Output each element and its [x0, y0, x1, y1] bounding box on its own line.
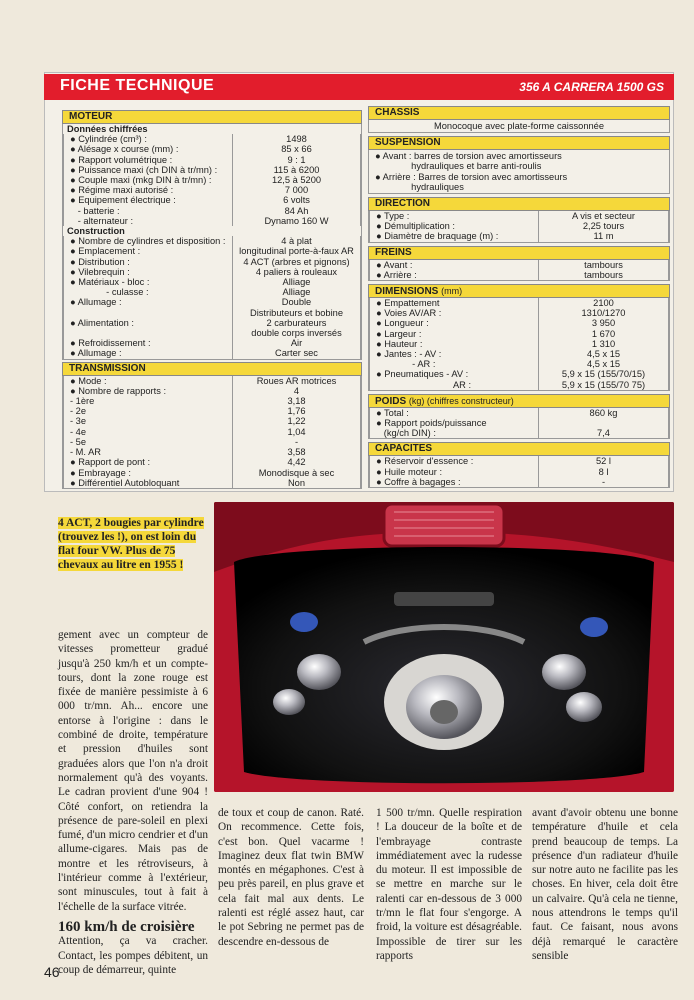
dimensions-label: AR :	[376, 379, 472, 390]
moteur-rows-2	[63, 236, 361, 358]
dimensions-label: ● Empattement	[376, 298, 440, 309]
transmission-value: 4	[232, 386, 360, 396]
poids-unit: (kg) (chiffres constructeur)	[408, 395, 514, 406]
moteur-value: Dynamo 160 W	[232, 216, 360, 226]
poids-value	[538, 418, 668, 428]
banner-model: 356 A CARRERA 1500 GS	[519, 80, 664, 94]
moteur-label: - batterie :	[70, 205, 120, 216]
suspension-line: hydrauliques et barre anti-roulis	[375, 161, 542, 172]
transmission-row	[63, 457, 361, 467]
moteur-value: 7 000	[232, 185, 360, 195]
photo-caption-text: 4 ACT, 2 bougies par cylindre (trouvez les !), on est loin du flat four VW. Plus de 75 chevaux au litre en 1955 !	[58, 517, 204, 571]
transmission-row	[63, 416, 361, 426]
engine-bay-photo	[214, 502, 674, 792]
transmission-row	[63, 437, 361, 447]
capacites-label: ● Réservoir d'essence :	[376, 456, 474, 467]
transmission-value: -	[232, 437, 360, 447]
transmission-label: ● Mode :	[70, 375, 107, 386]
moteur-row	[63, 155, 361, 165]
transmission-value: 4,42	[232, 457, 360, 467]
dimensions-row	[369, 318, 669, 328]
moteur-value: 1498	[232, 134, 360, 144]
dimensions-title: DIMENSIONS	[375, 286, 439, 298]
moteur-sub-donnees: Données chiffrées	[67, 124, 148, 134]
moteur-row	[63, 308, 361, 318]
moteur-label	[64, 308, 232, 318]
direction-row	[369, 231, 669, 241]
moteur-label: ● Alimentation :	[70, 317, 135, 328]
transmission-header: TRANSMISSION	[62, 362, 362, 376]
moteur-row	[63, 257, 361, 267]
moteur-label: ● Allumage :	[70, 297, 122, 308]
dimensions-value: 1310/1270	[538, 308, 668, 318]
moteur-row	[63, 297, 361, 307]
transmission-body	[62, 376, 362, 489]
dimensions-value: 3 950	[538, 318, 668, 328]
moteur-value: 85 x 66	[232, 144, 360, 154]
moteur-value: Alliage	[232, 287, 360, 297]
direction-label: ● Type :	[376, 211, 410, 222]
poids-label: (kg/ch DIN) :	[376, 428, 436, 439]
moteur-label: ● Matériaux - bloc :	[70, 277, 150, 288]
moteur-value: 6 volts	[232, 195, 360, 205]
moteur-row	[63, 287, 361, 297]
moteur-label: ● Puissance maxi (ch DIN à tr/mn) :	[70, 164, 218, 175]
moteur-label	[64, 328, 232, 338]
moteur-label: ● Distribution :	[70, 256, 130, 267]
moteur-sub-construction: Construction	[67, 226, 125, 237]
moteur-label: ● Cylindrée (cm³) :	[70, 134, 147, 145]
transmission-value: 3,58	[232, 447, 360, 457]
transmission-row	[63, 478, 361, 488]
moteur-row	[63, 165, 361, 175]
poids-row	[369, 408, 669, 418]
moteur-row	[63, 185, 361, 195]
direction-row	[369, 221, 669, 231]
moteur-value: 4 paliers à rouleaux	[232, 267, 360, 277]
moteur-row	[63, 134, 361, 144]
moteur-label: ● Rapport volumétrique :	[70, 154, 173, 165]
transmission-row	[63, 396, 361, 406]
moteur-value: 4 ACT (arbres et pignons)	[232, 257, 360, 267]
moteur-row	[63, 267, 361, 277]
capacites-label: ● Coffre à bagages :	[376, 476, 461, 487]
freins-body	[368, 260, 670, 281]
suspension-header: SUSPENSION	[368, 136, 670, 150]
moteur-value: 84 Ah	[232, 206, 360, 216]
moteur-value: Carter sec	[232, 348, 360, 358]
right-spec-column	[368, 106, 670, 488]
moteur-row	[63, 318, 361, 328]
article-col-1-p1: gement avec un compteur de vitesses prometteur gradué jusqu'à 250 km/h et un compte-tours, dont la zone rouge est fixée de manière pessimiste à 6 000 tr/mn. Ah... encore une entorse à l'origine : dans le combiné de droite, température et pression d'huiles sont graduées alors que l'on n'a droit normalement qu'à des voyants. Le cadran provient d'une 904 ! Côté confort, on retiendra la présence de pare-soleil en plexi fumé, d'un micro cendrier et d'un allume-cigares. Mais pas de montre et les rétroviseurs, à l'intérieur comme à l'extérieur, sont minuscules, tout à fait à l'échelle de la surface vitrée.	[58, 629, 208, 913]
dimensions-header	[368, 284, 670, 298]
dimensions-row	[369, 380, 669, 390]
transmission-value: Roues AR motrices	[232, 376, 360, 386]
transmission-label: - M. AR	[70, 447, 101, 458]
freins-row	[369, 270, 669, 280]
dimensions-body	[368, 298, 670, 391]
direction-label: ● Diamètre de braquage (m) :	[376, 231, 499, 242]
capacites-value: -	[538, 477, 668, 487]
transmission-row	[63, 427, 361, 437]
dimensions-row	[369, 349, 669, 359]
moteur-label: ● Allumage :	[70, 348, 122, 359]
suspension-body	[368, 150, 670, 194]
transmission-value: Non	[232, 478, 360, 488]
dimensions-label: ● Hauteur :	[376, 338, 423, 349]
moteur-label: ● Equipement électrique :	[70, 195, 176, 206]
article-col-3: 1 500 tr/mn. Quelle respiration ! La douceur de la boîte et de l'embrayage contraste immédiatement avec la rudesse du moteur. Il est impossible de se mettre en marche sur le ralenti car en-dessous de 3 000 tr/mn le flat four s'engorge. A froid, la voiture est désagréable. Impossible de tirer sur les rapports	[376, 807, 522, 962]
banner-title: FICHE TECHNIQUE	[60, 77, 215, 94]
moteur-value: Air	[232, 338, 360, 348]
dimensions-label: ● Voies AV/AR :	[376, 308, 442, 319]
moteur-row	[63, 348, 361, 358]
left-spec-column	[62, 110, 362, 489]
moteur-row	[63, 216, 361, 226]
dimensions-row	[369, 359, 669, 369]
moteur-value: 115 à 6200	[232, 165, 360, 175]
dimensions-value: 1 670	[538, 329, 668, 339]
capacites-row	[369, 467, 669, 477]
poids-label: ● Rapport poids/puissance	[376, 418, 487, 429]
moteur-row	[63, 277, 361, 287]
article-col-2: de toux et coup de canon. Raté. On recommence. Cette fois, c'est bon. Quel vacarme ! Imaginez deux flat twin BMW montés en mégaphones. C'est à peu près pareil, en plus grave et cela fait mal aux dents. Le ralenti est réglé assez haut, car le pot Sebring ne permet pas de descendre en-dessous de	[218, 807, 364, 948]
moteur-row	[63, 144, 361, 154]
transmission-row	[63, 376, 361, 386]
poids-title: POIDS	[375, 395, 407, 407]
dimensions-value: 5,9 x 15 (155/70/15)	[538, 369, 668, 379]
freins-header: FREINS	[368, 246, 670, 260]
moteur-value: Distributeurs et bobine	[232, 308, 360, 318]
dimensions-label: ● Longueur :	[376, 318, 429, 329]
moteur-label: ● Nombre de cylindres et disposition :	[70, 236, 226, 247]
poids-value: 860 kg	[538, 408, 668, 418]
dimensions-label: - AR :	[376, 359, 436, 370]
dimensions-label: ● Largeur :	[376, 328, 422, 339]
freins-row	[369, 260, 669, 270]
dimensions-row	[369, 339, 669, 349]
transmission-label: - 1ère	[70, 396, 95, 407]
moteur-value: Double	[232, 297, 360, 307]
moteur-label: ● Couple maxi (mkg DIN à tr/mn) :	[70, 175, 212, 186]
moteur-rows-1	[63, 134, 361, 226]
moteur-label: ● Régime maxi autorisé :	[70, 185, 174, 196]
suspension-line: ● Avant : barres de torsion avec amortisseurs	[375, 151, 562, 162]
moteur-value: 2 carburateurs	[232, 318, 360, 328]
moteur-row	[63, 206, 361, 216]
dimensions-row	[369, 308, 669, 318]
capacites-header: CAPACITES	[368, 442, 670, 456]
capacites-value: 8 l	[538, 467, 668, 477]
moteur-label: ● Refroidissement :	[70, 338, 151, 349]
dimensions-row	[369, 369, 669, 379]
moteur-value: 4 à plat	[232, 236, 360, 246]
moteur-value: 12,5 à 5200	[232, 175, 360, 185]
article-subhead: 160 km/h de croisière	[58, 918, 195, 935]
article-col-4: avant d'avoir obtenu une bonne température d'huile et cela prend beaucoup de temps. La présence d'un radiateur d'huile sur notre auto ne facilite pas les choses. En hiver, cela doit être un calvaire. Qu'à cela ne tienne, nous attendrons le temps qu'il faut. Ce faisant, nous avons déjà remarqué le caractère sensible	[532, 807, 678, 962]
freins-label: ● Arrière :	[376, 269, 417, 280]
transmission-row	[63, 468, 361, 478]
dimensions-row	[369, 298, 669, 308]
poids-value: 7,4	[538, 428, 668, 438]
chassis-header: CHASSIS	[368, 106, 670, 120]
poids-header	[368, 394, 670, 408]
moteur-header: MOTEUR	[62, 110, 362, 124]
transmission-label: ● Différentiel Autobloquant	[70, 477, 180, 488]
direction-row	[369, 211, 669, 221]
spec-banner	[44, 74, 674, 100]
dimensions-row	[369, 329, 669, 339]
moteur-body	[62, 124, 362, 360]
moteur-row	[63, 246, 361, 256]
page-number: 46	[44, 964, 60, 980]
poids-label: ● Total :	[376, 407, 409, 418]
moteur-value: 9 : 1	[232, 155, 360, 165]
moteur-label: ● Vilebrequin :	[70, 266, 130, 277]
transmission-value: 1,76	[232, 406, 360, 416]
moteur-row	[63, 175, 361, 185]
article-col-1-p2: Attention, ça va cracher. Contact, les pompes débitent, un coup de démarreur, quinte	[58, 935, 208, 976]
photo-caption	[58, 516, 208, 572]
moteur-row	[63, 195, 361, 205]
transmission-value: Monodisque à sec	[232, 468, 360, 478]
dimensions-value: 4,5 x 15	[538, 349, 668, 359]
direction-label: ● Démultiplication :	[376, 221, 455, 232]
moteur-value: double corps inversés	[232, 328, 360, 338]
freins-value: tambours	[538, 270, 668, 280]
dimensions-value: 5,9 x 15 (155/70 75)	[538, 380, 668, 390]
moteur-value: longitudinal porte-à-faux AR	[232, 246, 360, 256]
capacites-row	[369, 477, 669, 487]
direction-header: DIRECTION	[368, 197, 670, 211]
moteur-row	[63, 236, 361, 246]
direction-body	[368, 211, 670, 243]
moteur-label: ● Alésage x course (mm) :	[70, 144, 179, 155]
moteur-value: Alliage	[232, 277, 360, 287]
moteur-label: ● Emplacement :	[70, 246, 141, 257]
poids-row	[369, 418, 669, 428]
dimensions-value: 1 310	[538, 339, 668, 349]
transmission-row	[63, 447, 361, 457]
dimensions-value: 2100	[538, 298, 668, 308]
moteur-row	[63, 328, 361, 338]
transmission-value: 3,18	[232, 396, 360, 406]
capacites-body	[368, 456, 670, 488]
dimensions-label: ● Jantes : - AV :	[376, 349, 442, 360]
freins-label: ● Avant :	[376, 259, 413, 270]
freins-value: tambours	[538, 260, 668, 270]
moteur-label: - culasse :	[70, 287, 149, 298]
moteur-row	[63, 338, 361, 348]
direction-value: A vis et secteur	[538, 211, 668, 221]
transmission-label: ● Rapport de pont :	[70, 457, 151, 468]
transmission-row	[63, 386, 361, 396]
transmission-value: 1,04	[232, 427, 360, 437]
direction-value: 2,25 tours	[538, 221, 668, 231]
moteur-label: - alternateur :	[70, 215, 134, 226]
transmission-label: - 5e	[70, 436, 87, 447]
dimensions-label: ● Pneumatiques - AV :	[376, 369, 469, 380]
transmission-label: ● Nombre de rapports :	[70, 385, 167, 396]
transmission-label: ● Embrayage :	[70, 467, 131, 478]
capacites-value: 52 l	[538, 456, 668, 466]
capacites-label: ● Huile moteur :	[376, 466, 443, 477]
capacites-row	[369, 456, 669, 466]
transmission-value: 1,22	[232, 416, 360, 426]
chassis-text: Monocoque avec plate-forme caissonnée	[368, 120, 670, 133]
direction-value: 11 m	[538, 231, 668, 241]
article-col-1	[58, 628, 208, 977]
dimensions-unit: (mm)	[441, 286, 463, 297]
transmission-label: - 3e	[70, 416, 87, 427]
transmission-label: - 4e	[70, 426, 87, 437]
transmission-label: - 2e	[70, 406, 87, 417]
dimensions-value: 4,5 x 15	[538, 359, 668, 369]
suspension-line: ● Arrière : Barres de torsion avec amortisseurs	[375, 171, 568, 182]
poids-row	[369, 428, 669, 438]
poids-body	[368, 408, 670, 440]
suspension-line: hydrauliques	[375, 181, 464, 192]
transmission-row	[63, 406, 361, 416]
